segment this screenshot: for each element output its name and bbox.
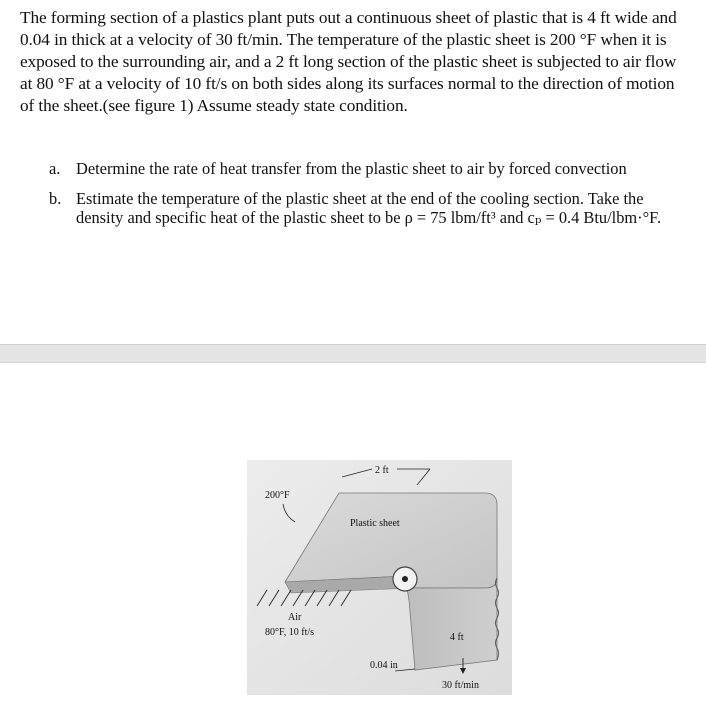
plastic-sheet-diagram (247, 460, 512, 695)
temperature-label: 200°F (265, 490, 290, 501)
part-b-text: Estimate the temperature of the plastic sheet at the end of the cooling section. Take the density and specific heat of the plastic sheet to be ρ = 75 lbm/ft³ and cₚ = 0.4 Btu/lbm·°F. (76, 189, 662, 227)
speed-label: 30 ft/min (442, 680, 479, 691)
part-a (20, 159, 692, 178)
width-label: 4 ft (450, 632, 464, 643)
problem-parts (20, 159, 692, 238)
problem-statement: The forming section of a plastics plant puts out a continuous sheet of plastic that is 4 ft wide and 0.04 in thick at a velocity of 30 ft/min. The temperature of the plastic sheet is 200 °F when it is exposed to the surrounding air, and a 2 ft long section of the plastic sheet is subjected to air flow at 80 °F at a velocity of 10 ft/s on both sides along its surfaces normal to the direction of motion of the sheet.(see figure 1) Assume steady state condition. (20, 8, 677, 115)
sheet-vertical-section (407, 578, 497, 670)
part-a-text: Determine the rate of heat transfer from the plastic sheet to air by forced convection (76, 159, 627, 178)
air-conditions-label: 80°F, 10 ft/s (265, 627, 315, 638)
length-label: 2 ft (375, 465, 389, 476)
part-a-label: a. (49, 159, 61, 178)
section-divider (0, 344, 706, 363)
thickness-label: 0.04 in (370, 660, 398, 671)
plastic-sheet-label: Plastic sheet (350, 518, 400, 529)
roller-axle (402, 576, 408, 582)
part-b (20, 189, 692, 227)
figure-1 (247, 460, 512, 695)
part-b-label: b. (49, 189, 62, 208)
air-label: Air (288, 612, 302, 623)
